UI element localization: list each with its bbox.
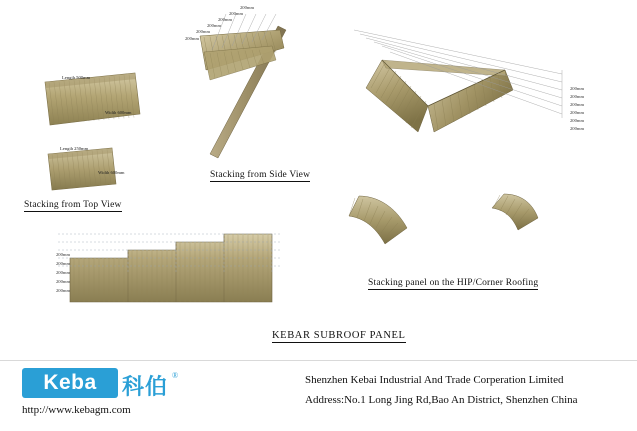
- caption-hip-corner: Stacking panel on the HIP/Corner Roofing: [368, 278, 539, 288]
- front-dim-4: 200mm: [56, 279, 71, 284]
- logo-badge: [22, 368, 118, 398]
- side-dim-4: 200mm: [218, 17, 233, 22]
- hip-dim-3: 200mm: [570, 102, 585, 107]
- hip-fan-panel-left: [315, 190, 425, 260]
- footer: [0, 360, 637, 431]
- front-stack-view: [58, 228, 288, 328]
- caption-top-view: Stacking from Top View: [24, 200, 122, 210]
- side-dim-1: 200mm: [185, 36, 200, 41]
- logo-text: Keba: [43, 371, 97, 394]
- top-view-panel-small: [40, 140, 150, 192]
- side-dim-6: 200mm: [240, 5, 255, 10]
- footer-divider: [0, 360, 637, 361]
- company-name: Shenzhen Kebai Industrial And Trade Corperation Limited: [305, 374, 564, 386]
- hip-dim-5: 200mm: [570, 118, 585, 123]
- hip-dim-4: 200mm: [570, 110, 585, 115]
- logo-chinese: 科伯: [122, 375, 169, 400]
- top-view-large-width-label: Width 600mm: [105, 110, 132, 115]
- hip-dim-2: 200mm: [570, 94, 585, 99]
- brand-logo: [22, 368, 222, 424]
- side-dim-3: 200mm: [207, 23, 222, 28]
- logo-registered-mark: ®: [172, 371, 179, 380]
- top-view-panel-large: [40, 68, 160, 133]
- side-dim-5: 200mm: [229, 11, 244, 16]
- hip-dim-1: 200mm: [570, 86, 585, 91]
- hip-fan-panel-right: [470, 190, 550, 250]
- top-view-small-width-label: Width 600mm: [98, 170, 125, 175]
- front-dim-5: 200mm: [56, 288, 71, 293]
- hip-corner-assembly: [330, 28, 600, 163]
- side-view-assembly: [160, 8, 320, 168]
- front-dim-2: 200mm: [56, 261, 71, 266]
- front-dim-3: 200mm: [56, 270, 71, 275]
- company-address: Address:No.1 Long Jing Rd,Bao An District, Shenzhen China: [305, 394, 578, 406]
- caption-side-view: Stacking from Side View: [210, 170, 311, 180]
- top-view-large-length-label: Length 500mm: [62, 75, 91, 80]
- front-dim-1: 200mm: [56, 252, 71, 257]
- side-dim-2: 200mm: [196, 29, 211, 34]
- drawing-title: KEBAR SUBROOF PANEL: [272, 330, 406, 341]
- top-view-small-length-label: Length 250mm: [60, 146, 89, 151]
- website-url[interactable]: http://www.kebagm.com: [22, 404, 131, 416]
- hip-dim-6: 200mm: [570, 126, 585, 131]
